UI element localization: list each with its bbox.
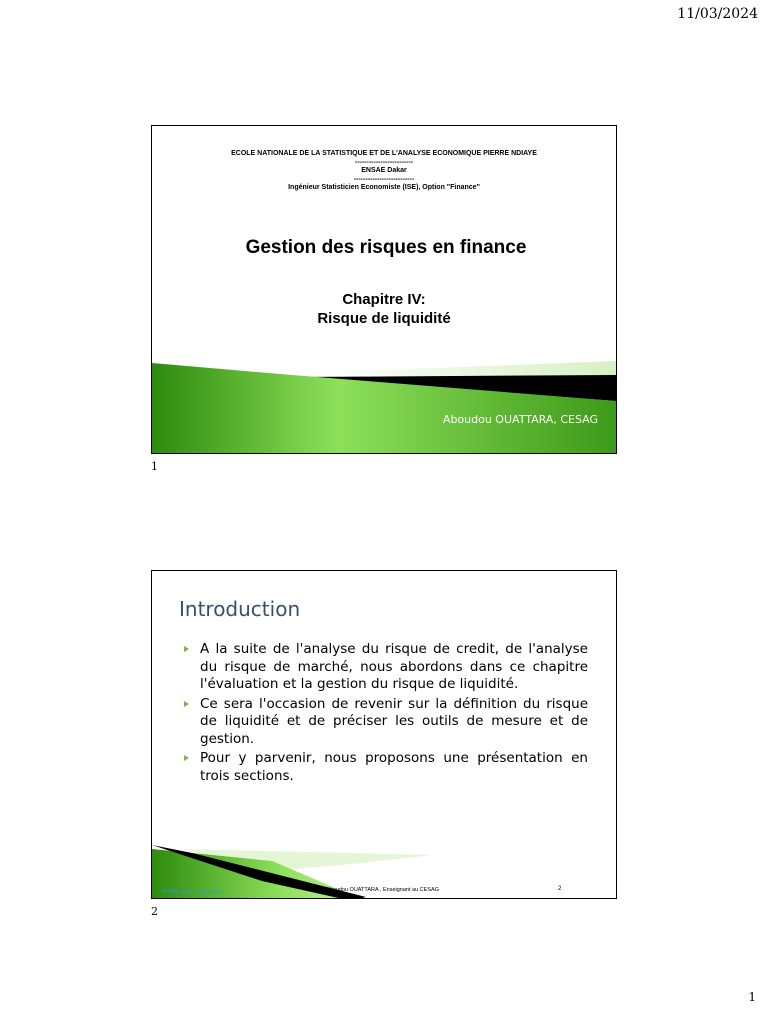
slide-title: Introduction	[179, 597, 301, 621]
arrow-bullet-icon	[184, 701, 189, 707]
list-item: Ce sera l'occasion de revenir sur la définition du risque de liquidité et de préciser les outils de mesure et de gestion.	[184, 696, 588, 749]
slide-number: 1	[151, 460, 158, 473]
slide-2	[151, 570, 617, 899]
footer-left: ENSAE Dakar - Mars 2023	[162, 889, 222, 895]
institution-header	[152, 150, 616, 193]
bullet-list	[184, 641, 588, 787]
program-name: Ingénieur Statisticien Economiste (ISE), Option "Finance"	[288, 184, 480, 192]
course-title: Gestion des risques en finance	[245, 237, 527, 258]
chapter-subtitle: Risque de liquidité	[317, 310, 451, 327]
school-short-name: ENSAE Dakar	[361, 167, 407, 175]
slide-number: 2	[151, 905, 158, 918]
footer-slide-number: 2	[558, 886, 562, 892]
separator: --------------------------	[353, 175, 415, 183]
school-name: ECOLE NATIONALE DE LA STATISTIQUE ET DE L'ANALYSE ECONOMIQUE PIERRE NDIAYE	[231, 150, 537, 157]
green-wave-decoration	[152, 353, 616, 453]
arrow-bullet-icon	[184, 646, 189, 652]
separator: -------------------------	[354, 158, 414, 166]
arrow-bullet-icon	[184, 755, 189, 761]
page-number: 1	[748, 990, 756, 1004]
chapter-block	[152, 290, 616, 328]
list-item: Pour y parvenir, nous proposons une présentation en trois sections.	[184, 750, 588, 785]
chapter-label: Chapitre IV:	[342, 291, 426, 308]
slide-1	[151, 125, 617, 454]
author: Aboudou OUATTARA, CESAG	[442, 413, 598, 426]
print-date: 11/03/2024	[677, 6, 758, 22]
list-item: A la suite de l'analyse du risque de credit, de l'analyse du risque de marché, nous abordons dans ce chapitre l'évaluation et la gestion du risque de liquidité.	[184, 641, 588, 694]
footer-center: Aboudou OUATTARA , Enseignant au CESAG	[326, 887, 439, 893]
